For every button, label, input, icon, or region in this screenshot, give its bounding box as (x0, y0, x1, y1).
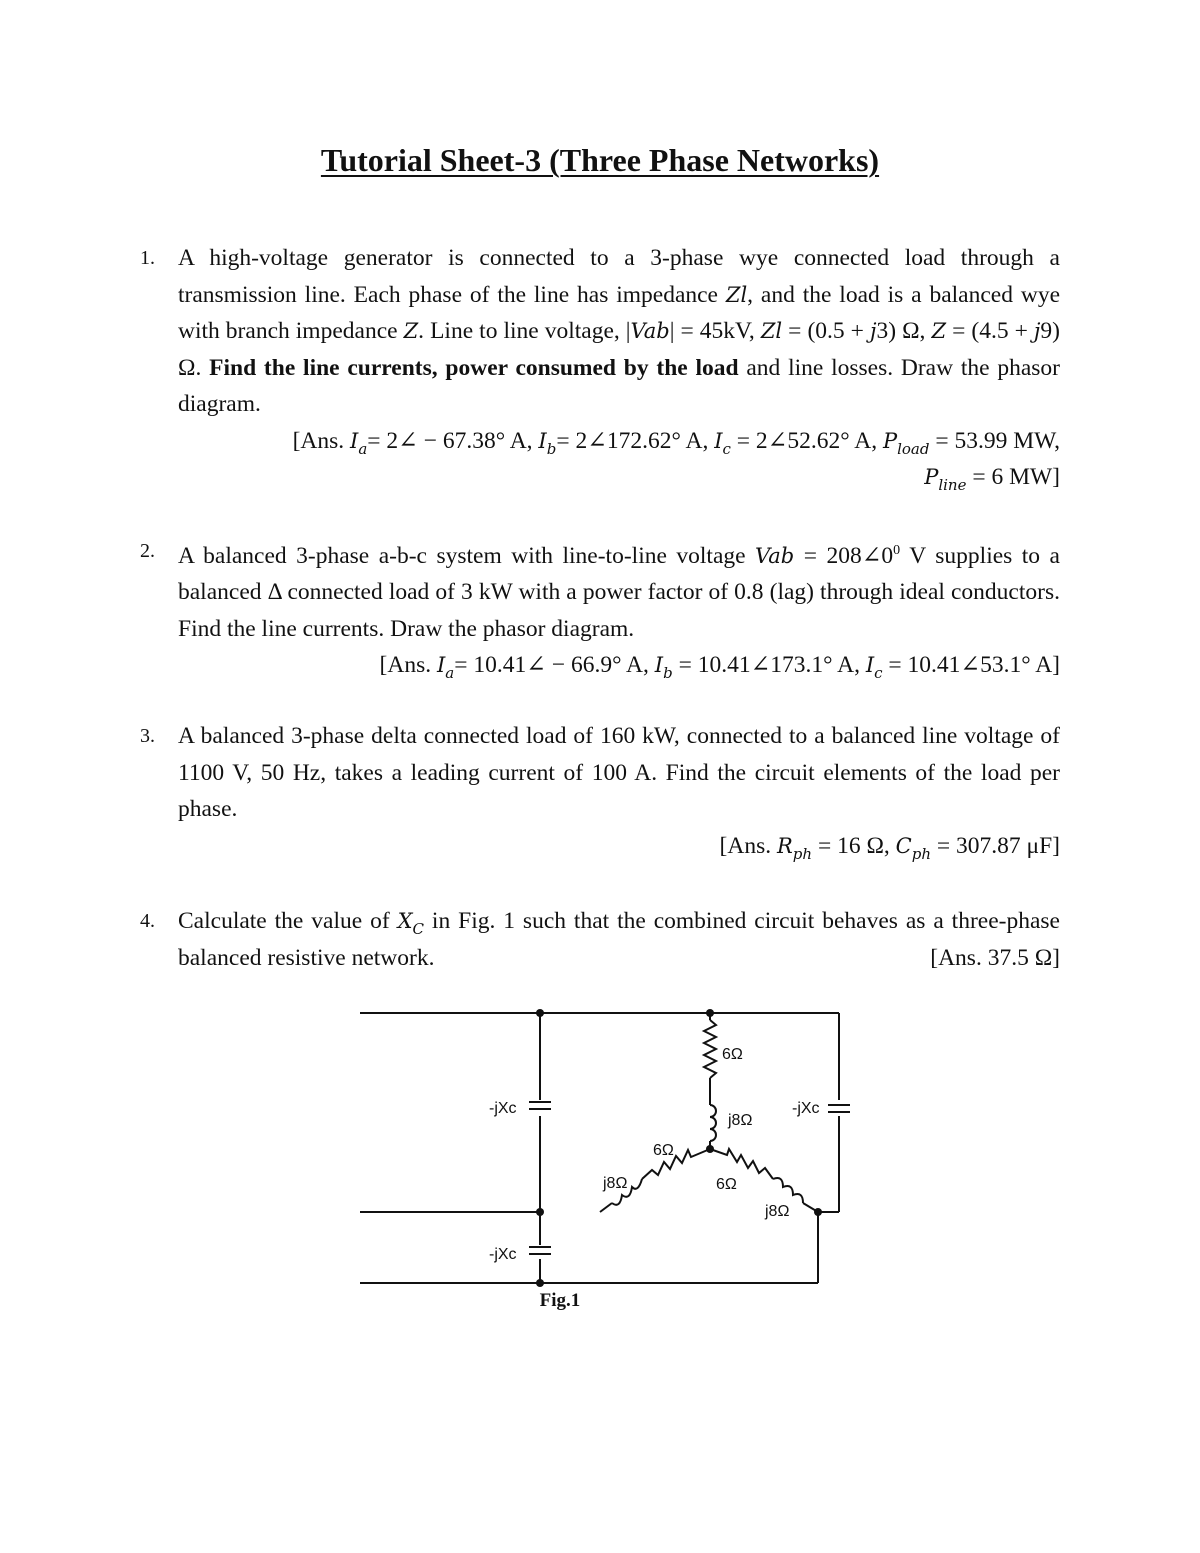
question-number: 3. (140, 725, 155, 747)
math-sub: c (722, 439, 731, 458)
label-r-right: 6Ω (716, 1176, 737, 1193)
text: = 10.41∠173.1° A, (672, 652, 866, 679)
math-var: Vab (755, 543, 795, 568)
math-var: Z (403, 319, 419, 343)
math-var: P (882, 428, 898, 453)
answer (140, 828, 1060, 865)
math-sub: line (938, 476, 967, 494)
question-4 (140, 903, 1060, 976)
answer: [Ans. 37.5 Ω] (930, 944, 1060, 971)
math-var: Vab (630, 319, 670, 343)
label-l-right: j8Ω (765, 1203, 790, 1220)
inductor-right (773, 1178, 803, 1203)
question-3 (140, 718, 1060, 864)
math-var: C (895, 833, 912, 858)
text: = 208∠0 (794, 542, 894, 569)
text: = 2∠172.62° A, (556, 427, 715, 454)
junction-dot (814, 1208, 822, 1216)
math-sub: c (874, 664, 883, 683)
resistor-right (710, 1149, 773, 1179)
question-text (178, 903, 1060, 976)
page-title: Tutorial Sheet-3 (Three Phase Networks) (320, 142, 880, 178)
text: 9) Ω. (178, 318, 1060, 381)
text: = 53.99 MW, (929, 427, 1060, 454)
math-var: I (437, 653, 446, 678)
math-sub: ph (911, 844, 931, 863)
text: [Ans. (379, 652, 437, 679)
answer (140, 647, 1060, 684)
question-number: 1. (140, 247, 155, 269)
math-var: I (350, 428, 359, 453)
math-var: j (1033, 319, 1041, 343)
math-var: I (865, 653, 875, 678)
math-var: Z (931, 319, 947, 343)
text: , and the load is a balanced wye with branch impedance (178, 281, 1060, 344)
question-text (178, 240, 1060, 423)
text: V supplies to a balanced Δ connected load of 3 kW with a power factor of 0.8 (lag) through ideal conductors. Find the line currents. Draw the phasor diagram. (178, 542, 1060, 642)
text: Find the line currents, power consumed by the load (209, 354, 739, 381)
inductor-top (710, 1105, 716, 1141)
math-var: I (654, 653, 664, 678)
text: in Fig. 1 such that the combined circuit behaves as a three-phase balanced resistive network. (178, 908, 1060, 971)
junction-dot (536, 1009, 544, 1017)
text: [Ans. (292, 427, 351, 454)
math-var: j (869, 319, 877, 343)
text: A balanced 3-phase a-b-c system with line-to-line voltage (178, 542, 756, 569)
text: = 2∠ − 67.38° A, (367, 427, 539, 454)
text: = 16 Ω, (812, 832, 896, 859)
label-cap-bottom: -jXc (489, 1246, 517, 1263)
neutral-junction-dot (706, 1145, 714, 1153)
junction-dot (536, 1279, 544, 1287)
label-cap-top: -jXc (489, 1100, 517, 1117)
math-sub: b (546, 439, 557, 458)
math-sub: a (445, 664, 455, 683)
text: A high-voltage generator is connected to a 3-phase wye connected load through a transmission line. Each phase of the line has impedance (178, 245, 1060, 308)
math-var: R (776, 833, 793, 858)
math-sub: a (358, 439, 368, 458)
math-var: I (714, 428, 723, 453)
text: = 10.41∠53.1° A] (882, 652, 1060, 679)
label-l-left: j8Ω (603, 1175, 628, 1192)
question-number: 4. (140, 910, 155, 932)
resistor-top (704, 1020, 716, 1078)
superscript: 0 (893, 543, 901, 558)
question-1 (140, 240, 1060, 496)
text: = 6 MW] (966, 464, 1060, 490)
math-sub: ph (792, 844, 813, 863)
label-r-top: 6Ω (722, 1046, 743, 1063)
label-l-top: j8Ω (728, 1112, 753, 1129)
math-var: Zl (760, 319, 783, 343)
junction-dot (706, 1009, 714, 1017)
text: = 10.41∠ − 66.9° A, (454, 652, 655, 679)
math-var: P (924, 465, 939, 489)
text: [Ans. (719, 832, 777, 859)
answer (140, 423, 1060, 460)
circuit-figure (355, 1005, 850, 1305)
text: Calculate the value of (178, 908, 398, 934)
text: 3) Ω, (876, 318, 932, 344)
text: and line losses. Draw the phasor diagram. (178, 354, 1061, 417)
math-sub: b (663, 664, 673, 683)
text: = 2∠52.62° A, (730, 427, 883, 454)
label-r-left: 6Ω (653, 1142, 674, 1159)
junction-dot (536, 1208, 544, 1216)
answer-cont (140, 459, 1060, 496)
text: = (0.5 + (782, 318, 870, 344)
text: = 307.87 μF] (931, 832, 1060, 859)
math-sub: load (897, 439, 930, 458)
math-var: Zl (725, 282, 748, 307)
figure-caption: Fig.1 (539, 1290, 581, 1311)
question-text: A balanced 3-phase delta connected load of 160 kW, connected to a balanced line voltage of 1100 V, 50 Hz, takes a leading current of 100 A. Find the circuit elements of the load per phase. (178, 723, 1060, 822)
circuit-diagram (355, 1005, 850, 1305)
math-var: X (397, 909, 413, 933)
text: = (4.5 + (946, 318, 1034, 344)
math-var: I (538, 428, 547, 453)
label-cap-right: -jXc (792, 1100, 820, 1117)
math-sub: C (412, 920, 425, 938)
text: . Line to line voltage, | (418, 318, 631, 344)
text: | = 45kV, (669, 318, 761, 344)
question-text (178, 533, 1060, 647)
question-2 (140, 533, 1060, 684)
question-number: 2. (140, 540, 155, 562)
